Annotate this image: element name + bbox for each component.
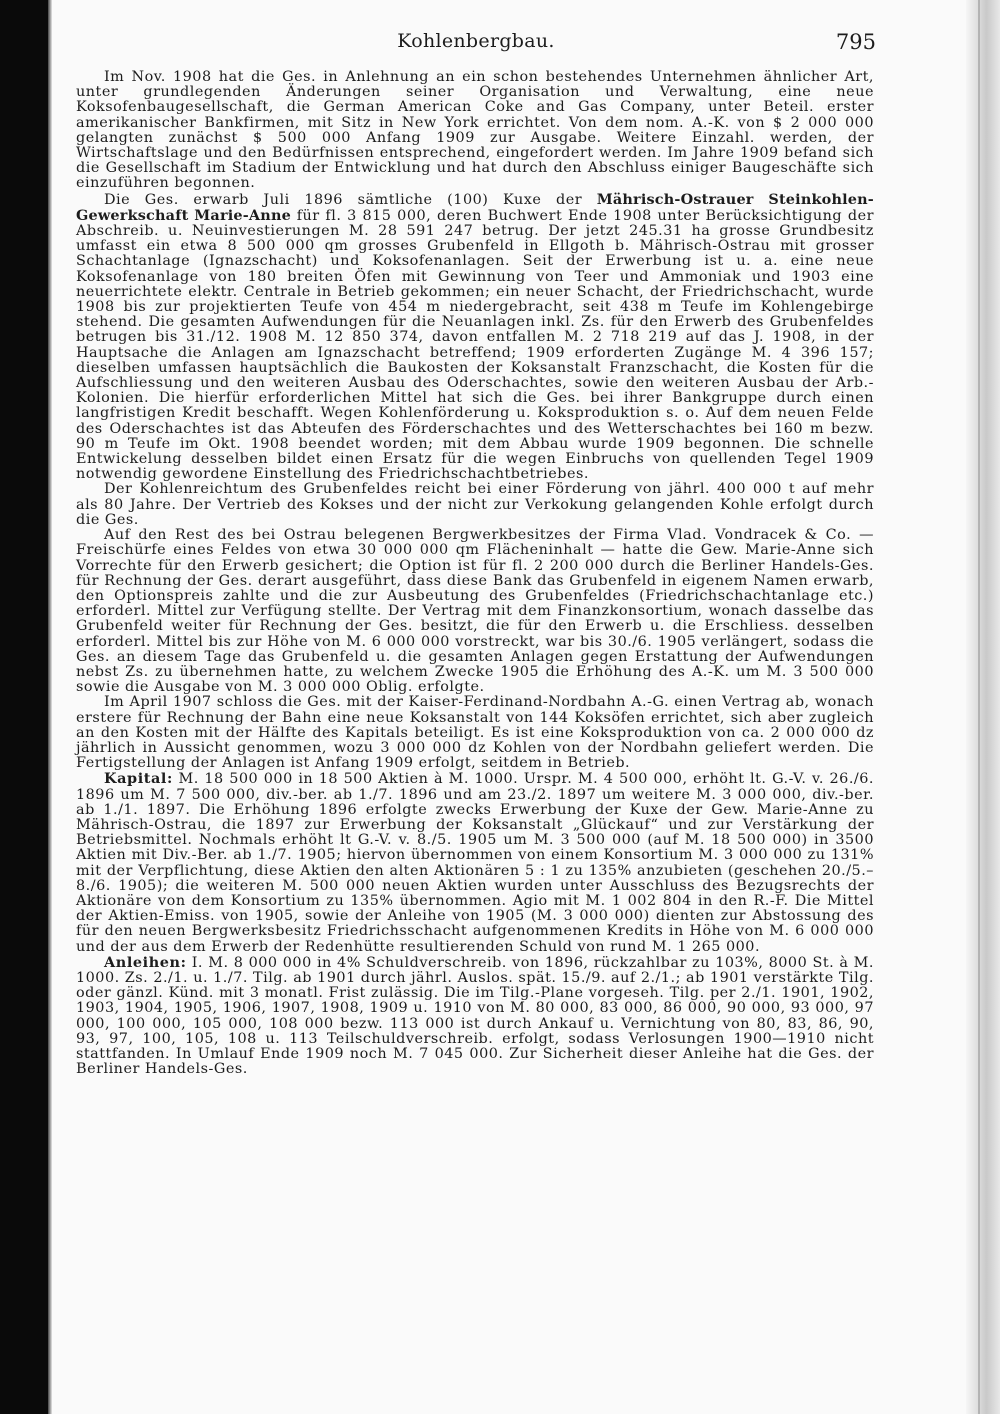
paragraph-nordbahn: Im April 1907 schloss die Ges. mit der Kaiser-Ferdinand-Nordbahn A.-G. einen Vertrag ab, wonach erstere für Rechnung der Bahn eine neue Koksanstalt von 144 Koksöfen errichtet, sich aber zugleich an den Kosten mit der Hälfte des Kapitals beteiligt. Es ist eine Koksproduktion von ca. 2 000 000 dz jährlich in Aussicht genommen, wozu 3 000 000 dz Kohlen von der Nordbahn geliefert werden. Die Fertigstellung der Anlagen ist Anfang 1909 erfolgt, seitdem in Betrieb. [76,694,874,772]
scan-left-border-edge [48,0,52,1414]
kapital-label: Kapital: [104,770,173,788]
paragraph-kohlenreichtum: Der Kohlenreichtum des Grubenfeldes reicht bei einer Förderung von jährl. 400 000 t auf mehr als 80 Jahre. Der Vertrieb des Kokses und der nicht zur Verkokung gelangenden Kohle erfolgt durch die Ges. [76,481,874,528]
paragraph-marie-anne-intro: Die Ges. erwarb Juli 1896 sämtliche (100) Kuxe der [104,191,597,208]
anleihen-text: I. M. 8 000 000 in 4% Schuldverschreib. von 1896, rückzahlbar zu 103%, 8000 St. à M. 1000. Zs. 2./1. u. 1./7. Tilg. ab 1901 durch jährl. Auslos. spät. 15./9. auf 2./1.; ab 1901 verstärkte Tilg. oder gänzl. Künd. mit 3 monatl. Frist zulässig. Die im Tilg.-Plane vorgeseh. Tilg. per 2./1. 1901, 1902, 1903, 1904, 1905, 1906, 1907, 1908, 1909 u. 1910 von M. 80 000, 83 000, 86 000, 90 000, 93 000, 97 000, 100 000, 105 000, 108 000 bezw. 113 000 ist durch Ankauf u. Vernichtung von 80, 83, 86, 90, 93, 97, 100, 105, 108 u. 113 Teilschuldverschreib. erfolgt, sodass Verlosungen 1900—1910 nicht stattfanden. In Umlauf Ende 1909 noch M. 7 045 000. Zur Sicherheit dieser Anleihe hat die Ges. der Berliner Handels-Ges. [76,954,874,1078]
scan-right-margin [966,0,1000,1414]
paragraph-vondracek: Auf den Rest des bei Ostrau belegenen Bergwerkbesitzes der Firma Vlad. Vondracek & Co. — Freischürfe eines Feldes von etwa 30 000 000 qm Flächeninhalt — hatte die Gew. Marie-Anne sich Vorrechte für den Erwerb gesichert; die Option ist für fl. 2 200 000 durch die Berliner Handels-Ges. für Rechnung der Ges. derart ausgeführt, dass diese Bank das Grubenfeld in eigenem Namen erwarb, den Optionspreis zahlte und die zur Ausbeutung des Grubenfeldes (Friedrichschachtanlage etc.) erforderl. Mittel zur Verfügung stellte. Der Vertrag mit dem Finanzkonsortium, wonach dasselbe das Grubenfeld weiter für Rechnung der Ges. besitzt, die für den Erwerb u. die Erschliess. desselben erforderl. Mittel bis zur Höhe von M. 6 000 000 vorstreckt, war bis 30./6. 1905 verlängert, sodass die Ges. an diesem Tage das Grubenfeld u. die gesamten Anlagen gegen Erstattung der Aufwendungen nebst Zs. zu übernehmen hatte, zu welchem Zwecke 1905 die Erhöhung des A.-K. um M. 3 500 000 sowie die Ausgabe von M. 3 000 000 Oblig. erfolgte. [76,527,874,696]
scan-left-border [0,0,48,1414]
section-kapital [76,771,874,954]
paragraph-koksofenbau: Im Nov. 1908 hat die Ges. in Anlehnung an ein schon bestehendes Unternehmen ähnlicher Art, unter grundlegenden Änderungen seiner Organisation und Verwaltung, eine neue Koksofenbaugesellschaft, die German American Coke and Gas Company, unter Beteil. erster amerikanischer Bankfirmen, mit Sitz in New York errichtet. Von dem nom. A.-K. von $ 2 000 000 gelangten zunächst $ 500 000 Anfang 1909 zur Ausgabe. Weitere Einzahl. werden, der Wirtschaftslage und den Bedürfnissen entsprechend, eingefordert werden. Im Jahre 1909 befand sich die Gesellschaft im Stadium der Entwicklung und hat durch den Abschluss einiger Baugeschäfte sich einzuführen begonnen. [76,69,874,192]
page-header [76,30,876,60]
page-number: 795 [835,30,876,54]
anleihen-label: Anleihen: [104,953,187,971]
section-anleihen [76,955,874,1078]
paragraph-marie-anne-body: für fl. 3 815 000, deren Buchwert Ende 1908 unter Berücksichtigung der Abschreib. u. Neuinvestierungen M. 28 591 247 betrug. Der jetzt 245.31 ha grosse Grundbesitz umfasst ein etwa 8 500 000 qm grosses Grubenfeld in Ellgoth b. Mährisch-Ostrau mit grosser Schachtanlage (Ignazschacht) und Koksofenanlagen. Seit der Erwerbung ist u. a. eine neue Koksofenanlage von 180 breiten Öfen mit Gewinnung von Teer und Ammoniak und 1903 eine neuerrichtete elektr. Centrale in Betrieb gekommen; ein neuer Schacht, der Friedrichschacht, wurde 1908 bis zur projektierten Teufe von 454 m niedergebracht, seit 438 m Teufe im Kohlengebirge stehend. Die gesamten Aufwendungen für die Neuanlagen inkl. Zs. für den Erwerb des Grubenfeldes betrugen bis 31./12. 1908 M. 12 850 374, davon entfallen M. 2 718 219 auf das J. 1908, in der Hauptsache die Anlagen am Ignazschacht betreffend; 1909 erforderten Zugänge M. 4 396 157; dieselben umfassen hauptsächlich die Baukosten der Koksanstalt Franzschacht, die Kosten für die Aufschliessung und den weiteren Ausbau des Oderschachtes, sowie den weiteren Ausbau der Arb.-Kolonien. Die hierfür erforderlichen Mittel hat sich die Ges. bei ihrer Bankgruppe durch einen langfristigen Kredit beschafft. Wegen Kohlenförderung u. Koksproduktion s. o. Auf dem neuen Felde des Oderschachtes ist das Abteufen des Förderschachtes und des Wetterschachtes bei 160 m bezw. 90 m Teufe im Okt. 1908 beendet worden; mit dem Abbau wurde 1909 begonnen. Die schnelle Entwickelung desselben bildet einen Ersatz für die wegen Einbruchs von quellenden Tegel 1909 notwendig gewordene Einstellung des Friedrichschachtbetriebes. [76,207,874,483]
paragraph-marie-anne [76,192,874,483]
company-name-bold: Mährisch-Ostrauer Steinkohlen-Gewerkschaft Marie-Anne [76,190,874,224]
body-text [76,70,874,1077]
kapital-text: M. 18 500 000 in 18 500 Aktien à M. 1000. Urspr. M. 4 500 000, erhöht lt. G.-V. v. 26./6. 1896 um M. 7 500 000, div.-ber. ab 1./7. 1896 und am 23./2. 1897 um weitere M. 3 000 000, div.-ber. ab 1./1. 1897. Die Erhöhung 1896 erfolgte zwecks Erwerbung der Kuxe der Gew. Marie-Anne zu Mährisch-Ostrau, die 1897 zur Erwerbung der Koksanstalt „Glückauf“ und zur Verstärkung der Betriebsmittel. Nochmals erhöht lt G.-V. v. 8./5. 1905 um M. 3 500 000 (auf M. 18 500 000) in 3500 Aktien mit Div.-Ber. ab 1./7. 1905; hiervon übernommen von einem Konsortium M. 3 000 000 zu 131% mit der Verpflichtung, diese Aktien den alten Aktionären 5 : 1 zu 135% anzubieten (geschehen 20./5.–8./6. 1905); die weiteren M. 500 000 neuen Aktien wurden unter Ausschluss des Bezugsrechts der Aktionäre von dem Konsortium zu 135% übernommen. Agio mit M. 1 002 804 in den R.-F. Die Mittel der Aktien-Emiss. von 1905, sowie der Anleihe von 1905 (M. 3 000 000) dienten zur Abstossung des für den neuen Bergwerksbesitz Friedrichsschacht aufgenommenen Kredits in Höhe von M. 6 000 000 und der aus dem Erwerb der Redenhütte resultierenden Schuld von rund M. 1 265 000. [76,771,874,955]
running-head: Kohlenbergbau. [397,30,555,52]
